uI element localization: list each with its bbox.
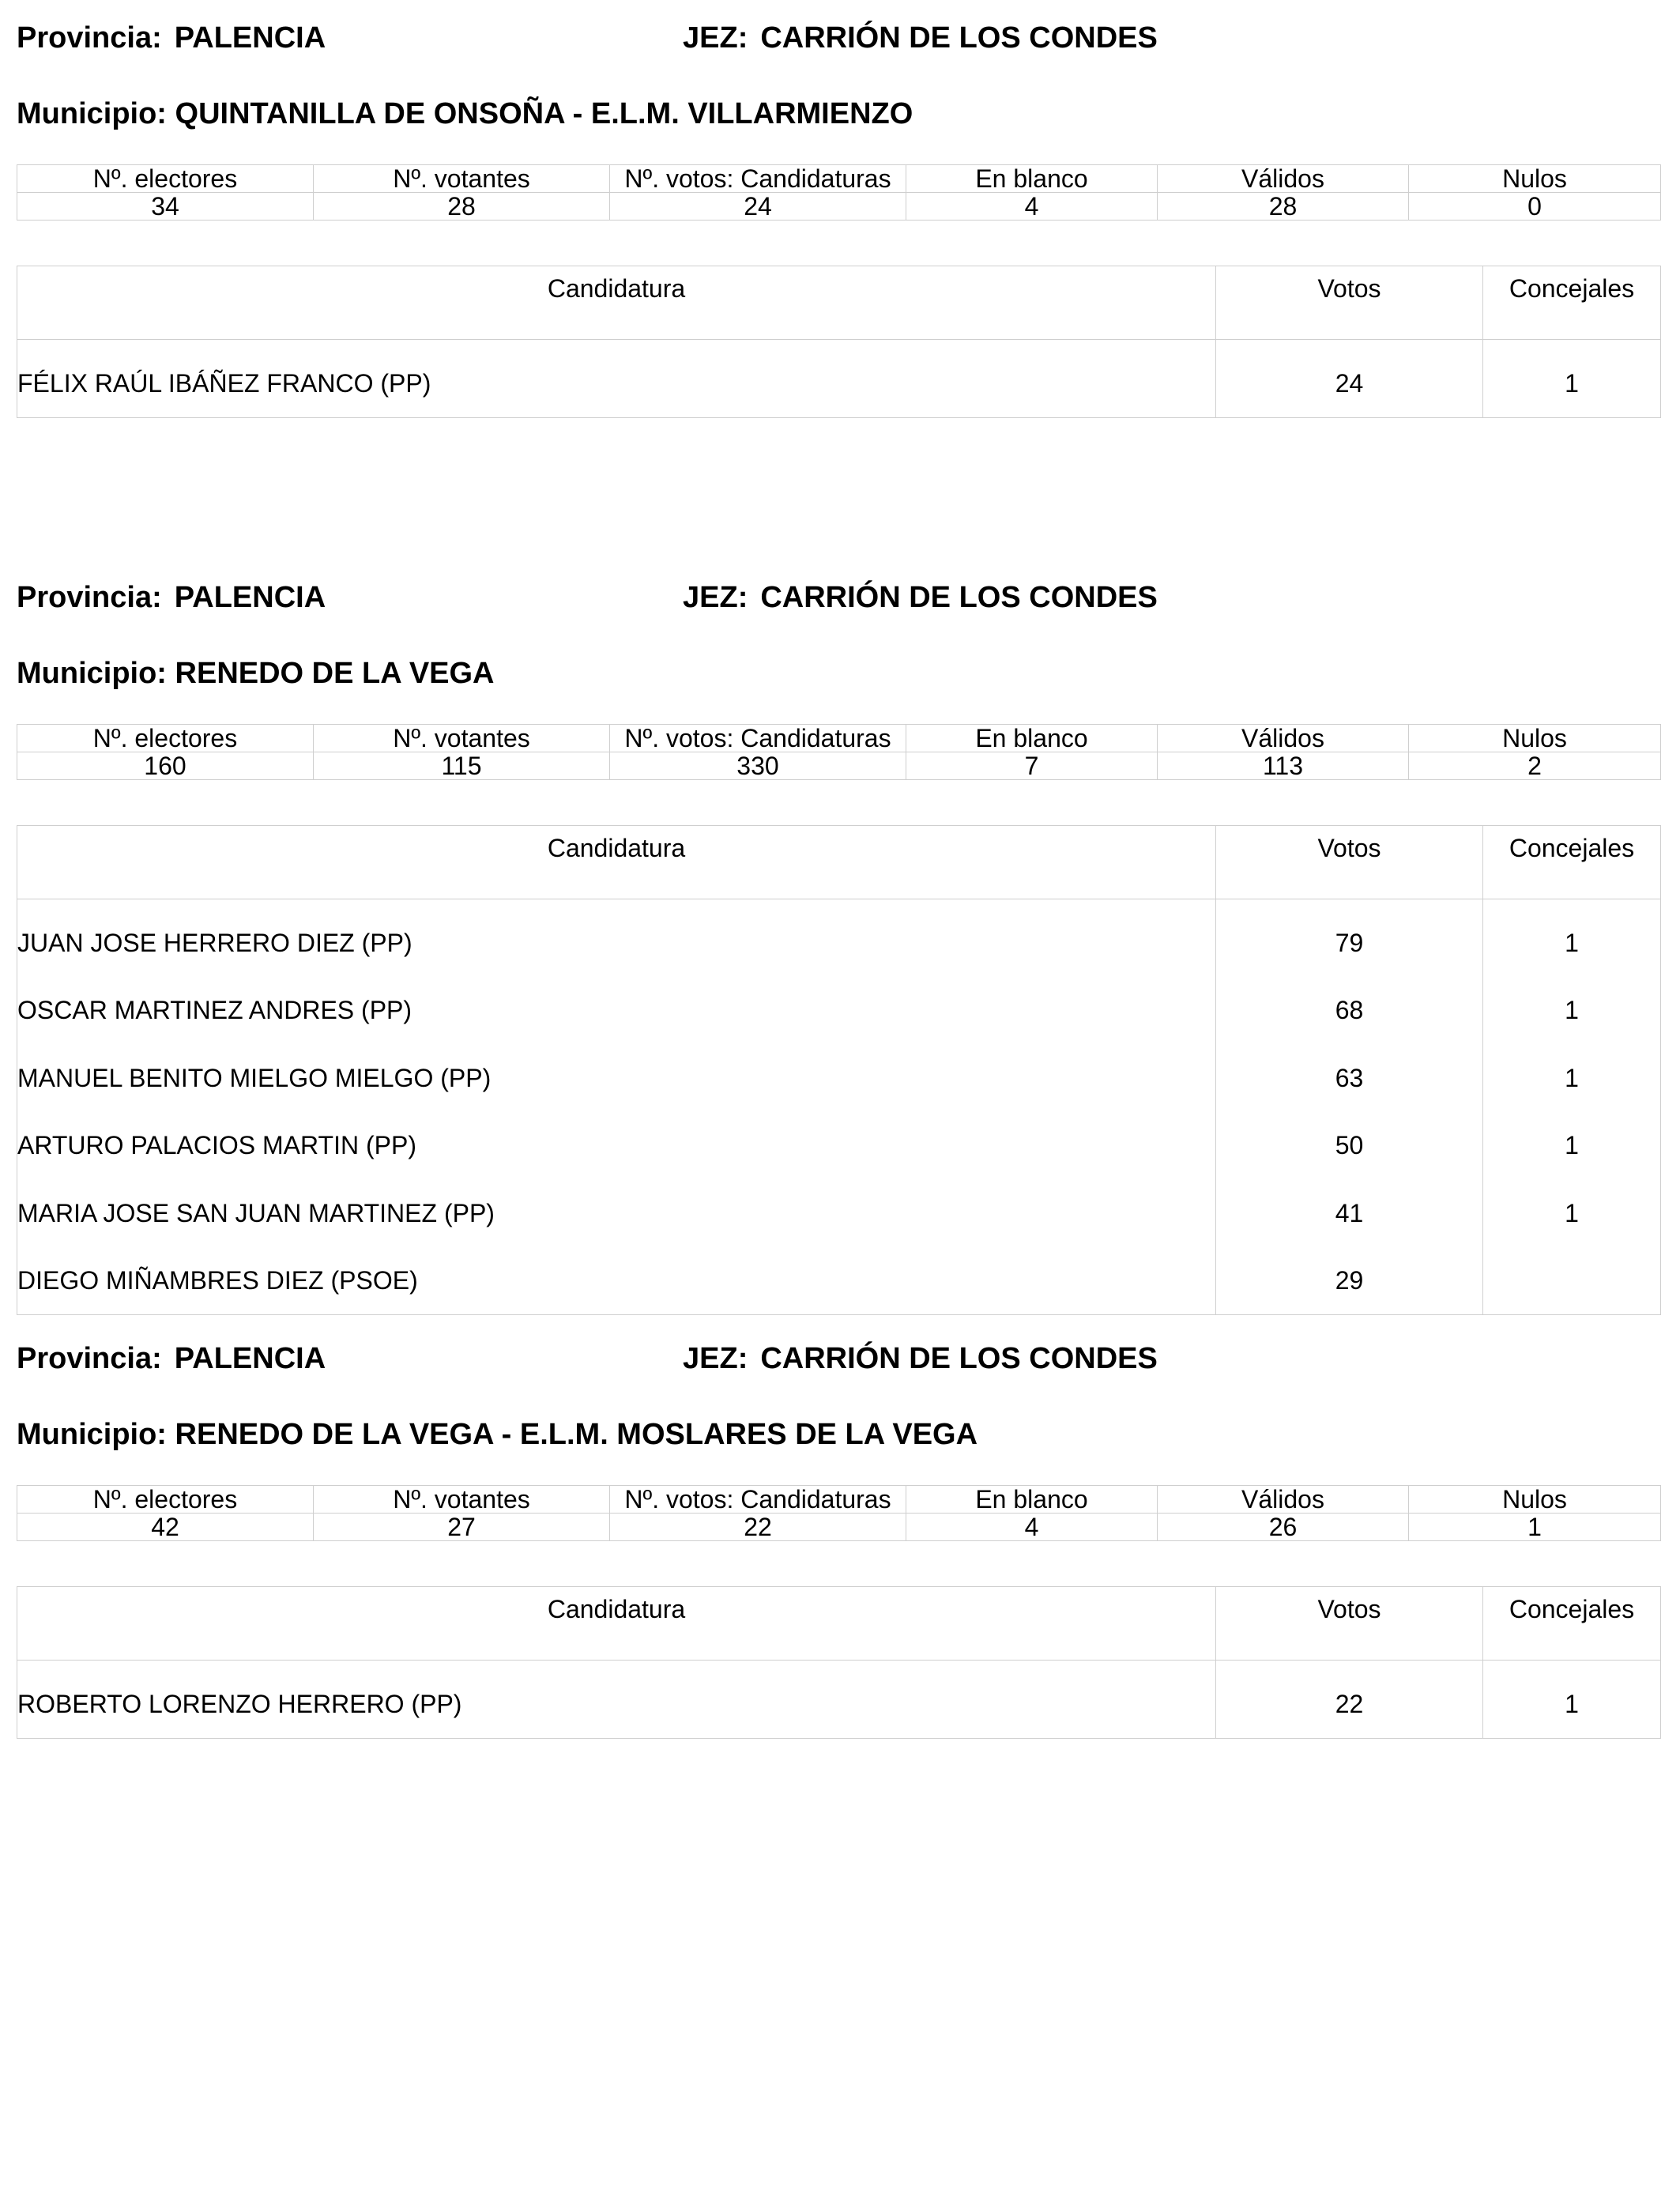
candidate-row [17, 1661, 1661, 1739]
stats-header-row [17, 1486, 1661, 1514]
stats-header-votos-candidaturas: Nº. votos: Candidaturas [610, 165, 906, 193]
municipio-header [17, 656, 495, 691]
stats-en-blanco: 4 [906, 193, 1158, 221]
stats-header-votantes: Nº. votantes [314, 1486, 610, 1514]
candidate-row [17, 1247, 1661, 1315]
candidate-concejales: 1 [1483, 899, 1661, 977]
provincia-label: Provincia: [17, 581, 162, 614]
municipio-header [17, 1417, 977, 1452]
stats-header-nulos: Nulos [1409, 725, 1661, 752]
stats-validos: 28 [1158, 193, 1409, 221]
candidate-name: ARTURO PALACIOS MARTIN (PP) [17, 1112, 1216, 1180]
candidate-concejales: 1 [1483, 1044, 1661, 1112]
candidate-name: FÉLIX RAÚL IBÁÑEZ FRANCO (PP) [17, 340, 1216, 418]
stats-header-votantes: Nº. votantes [314, 725, 610, 752]
col-header-concejales: Concejales [1483, 266, 1661, 340]
stats-votos-candidaturas: 24 [610, 193, 906, 221]
candidates-table [17, 825, 1661, 1315]
candidate-votos: 41 [1216, 1179, 1483, 1247]
stats-votos-candidaturas: 22 [610, 1514, 906, 1541]
stats-validos: 26 [1158, 1514, 1409, 1541]
jez-header [683, 21, 1158, 55]
col-header-candidatura: Candidatura [17, 266, 1216, 340]
candidate-name: ROBERTO LORENZO HERRERO (PP) [17, 1661, 1216, 1739]
stats-header-en-blanco: En blanco [906, 165, 1158, 193]
candidate-row [17, 977, 1661, 1045]
candidate-votos: 79 [1216, 899, 1483, 977]
municipio-value: RENEDO DE LA VEGA [175, 657, 495, 690]
candidate-row [17, 340, 1661, 418]
col-header-concejales: Concejales [1483, 1587, 1661, 1661]
jez-value: CARRIÓN DE LOS CONDES [760, 21, 1158, 55]
stats-table [17, 724, 1661, 780]
stats-electores: 34 [17, 193, 314, 221]
candidate-votos: 22 [1216, 1661, 1483, 1739]
stats-nulos: 2 [1409, 752, 1661, 780]
candidate-row [17, 899, 1661, 977]
candidate-name: DIEGO MIÑAMBRES DIEZ (PSOE) [17, 1247, 1216, 1315]
jez-header [683, 1341, 1158, 1376]
jez-label: JEZ: [683, 1342, 748, 1375]
provincia-label: Provincia: [17, 1342, 162, 1375]
stats-electores: 42 [17, 1514, 314, 1541]
jez-value: CARRIÓN DE LOS CONDES [760, 581, 1158, 614]
stats-table [17, 1485, 1661, 1541]
stats-header-row [17, 725, 1661, 752]
provincia-header [17, 1341, 326, 1376]
stats-header-electores: Nº. electores [17, 725, 314, 752]
stats-header-en-blanco: En blanco [906, 725, 1158, 752]
candidate-votos: 29 [1216, 1247, 1483, 1315]
candidate-votos: 68 [1216, 977, 1483, 1045]
jez-header [683, 580, 1158, 615]
stats-header-row [17, 165, 1661, 193]
provincia-header [17, 21, 326, 55]
stats-value-row [17, 193, 1661, 221]
provincia-header [17, 580, 326, 615]
municipio-header [17, 96, 913, 131]
stats-header-electores: Nº. electores [17, 1486, 314, 1514]
col-header-votos: Votos [1216, 826, 1483, 899]
col-header-votos: Votos [1216, 266, 1483, 340]
stats-nulos: 0 [1409, 193, 1661, 221]
provincia-value: PALENCIA [174, 21, 326, 55]
col-header-candidatura: Candidatura [17, 826, 1216, 899]
candidate-name: MARIA JOSE SAN JUAN MARTINEZ (PP) [17, 1179, 1216, 1247]
stats-header-votos-candidaturas: Nº. votos: Candidaturas [610, 725, 906, 752]
stats-header-en-blanco: En blanco [906, 1486, 1158, 1514]
candidate-row [17, 1112, 1661, 1180]
stats-header-electores: Nº. electores [17, 165, 314, 193]
candidate-concejales: 1 [1483, 340, 1661, 418]
candidate-concejales: 1 [1483, 1112, 1661, 1180]
provincia-value: PALENCIA [174, 1342, 326, 1375]
candidate-concejales: 1 [1483, 1179, 1661, 1247]
stats-header-nulos: Nulos [1409, 165, 1661, 193]
candidate-row [17, 1179, 1661, 1247]
stats-validos: 113 [1158, 752, 1409, 780]
col-header-concejales: Concejales [1483, 826, 1661, 899]
stats-en-blanco: 7 [906, 752, 1158, 780]
candidate-concejales [1483, 1247, 1661, 1315]
jez-label: JEZ: [683, 581, 748, 614]
candidates-table [17, 266, 1661, 418]
candidate-concejales: 1 [1483, 977, 1661, 1045]
stats-table [17, 164, 1661, 221]
stats-header-votos-candidaturas: Nº. votos: Candidaturas [610, 1486, 906, 1514]
stats-header-validos: Válidos [1158, 1486, 1409, 1514]
stats-votantes: 115 [314, 752, 610, 780]
candidate-votos: 50 [1216, 1112, 1483, 1180]
candidates-header-row [17, 826, 1661, 899]
municipio-value: QUINTANILLA DE ONSOÑA - E.L.M. VILLARMIENZO [175, 97, 913, 130]
stats-votos-candidaturas: 330 [610, 752, 906, 780]
stats-header-validos: Válidos [1158, 725, 1409, 752]
candidate-votos: 24 [1216, 340, 1483, 418]
candidates-header-row [17, 266, 1661, 340]
municipio-label: Municipio: [17, 97, 167, 130]
stats-electores: 160 [17, 752, 314, 780]
candidate-row [17, 1044, 1661, 1112]
candidate-votos: 63 [1216, 1044, 1483, 1112]
stats-votantes: 28 [314, 193, 610, 221]
stats-nulos: 1 [1409, 1514, 1661, 1541]
col-header-votos: Votos [1216, 1587, 1483, 1661]
candidate-name: MANUEL BENITO MIELGO MIELGO (PP) [17, 1044, 1216, 1112]
candidate-concejales: 1 [1483, 1661, 1661, 1739]
provincia-label: Provincia: [17, 21, 162, 55]
municipio-label: Municipio: [17, 1418, 167, 1451]
candidates-table [17, 1586, 1661, 1739]
candidate-name: OSCAR MARTINEZ ANDRES (PP) [17, 977, 1216, 1045]
stats-value-row [17, 752, 1661, 780]
stats-header-votantes: Nº. votantes [314, 165, 610, 193]
candidates-header-row [17, 1587, 1661, 1661]
stats-votantes: 27 [314, 1514, 610, 1541]
stats-header-nulos: Nulos [1409, 1486, 1661, 1514]
candidate-name: JUAN JOSE HERRERO DIEZ (PP) [17, 899, 1216, 977]
municipio-value: RENEDO DE LA VEGA - E.L.M. MOSLARES DE LA VEGA [175, 1418, 978, 1451]
col-header-candidatura: Candidatura [17, 1587, 1216, 1661]
provincia-value: PALENCIA [174, 581, 326, 614]
jez-value: CARRIÓN DE LOS CONDES [760, 1342, 1158, 1375]
municipio-label: Municipio: [17, 657, 167, 690]
stats-value-row [17, 1514, 1661, 1541]
stats-en-blanco: 4 [906, 1514, 1158, 1541]
stats-header-validos: Válidos [1158, 165, 1409, 193]
jez-label: JEZ: [683, 21, 748, 55]
